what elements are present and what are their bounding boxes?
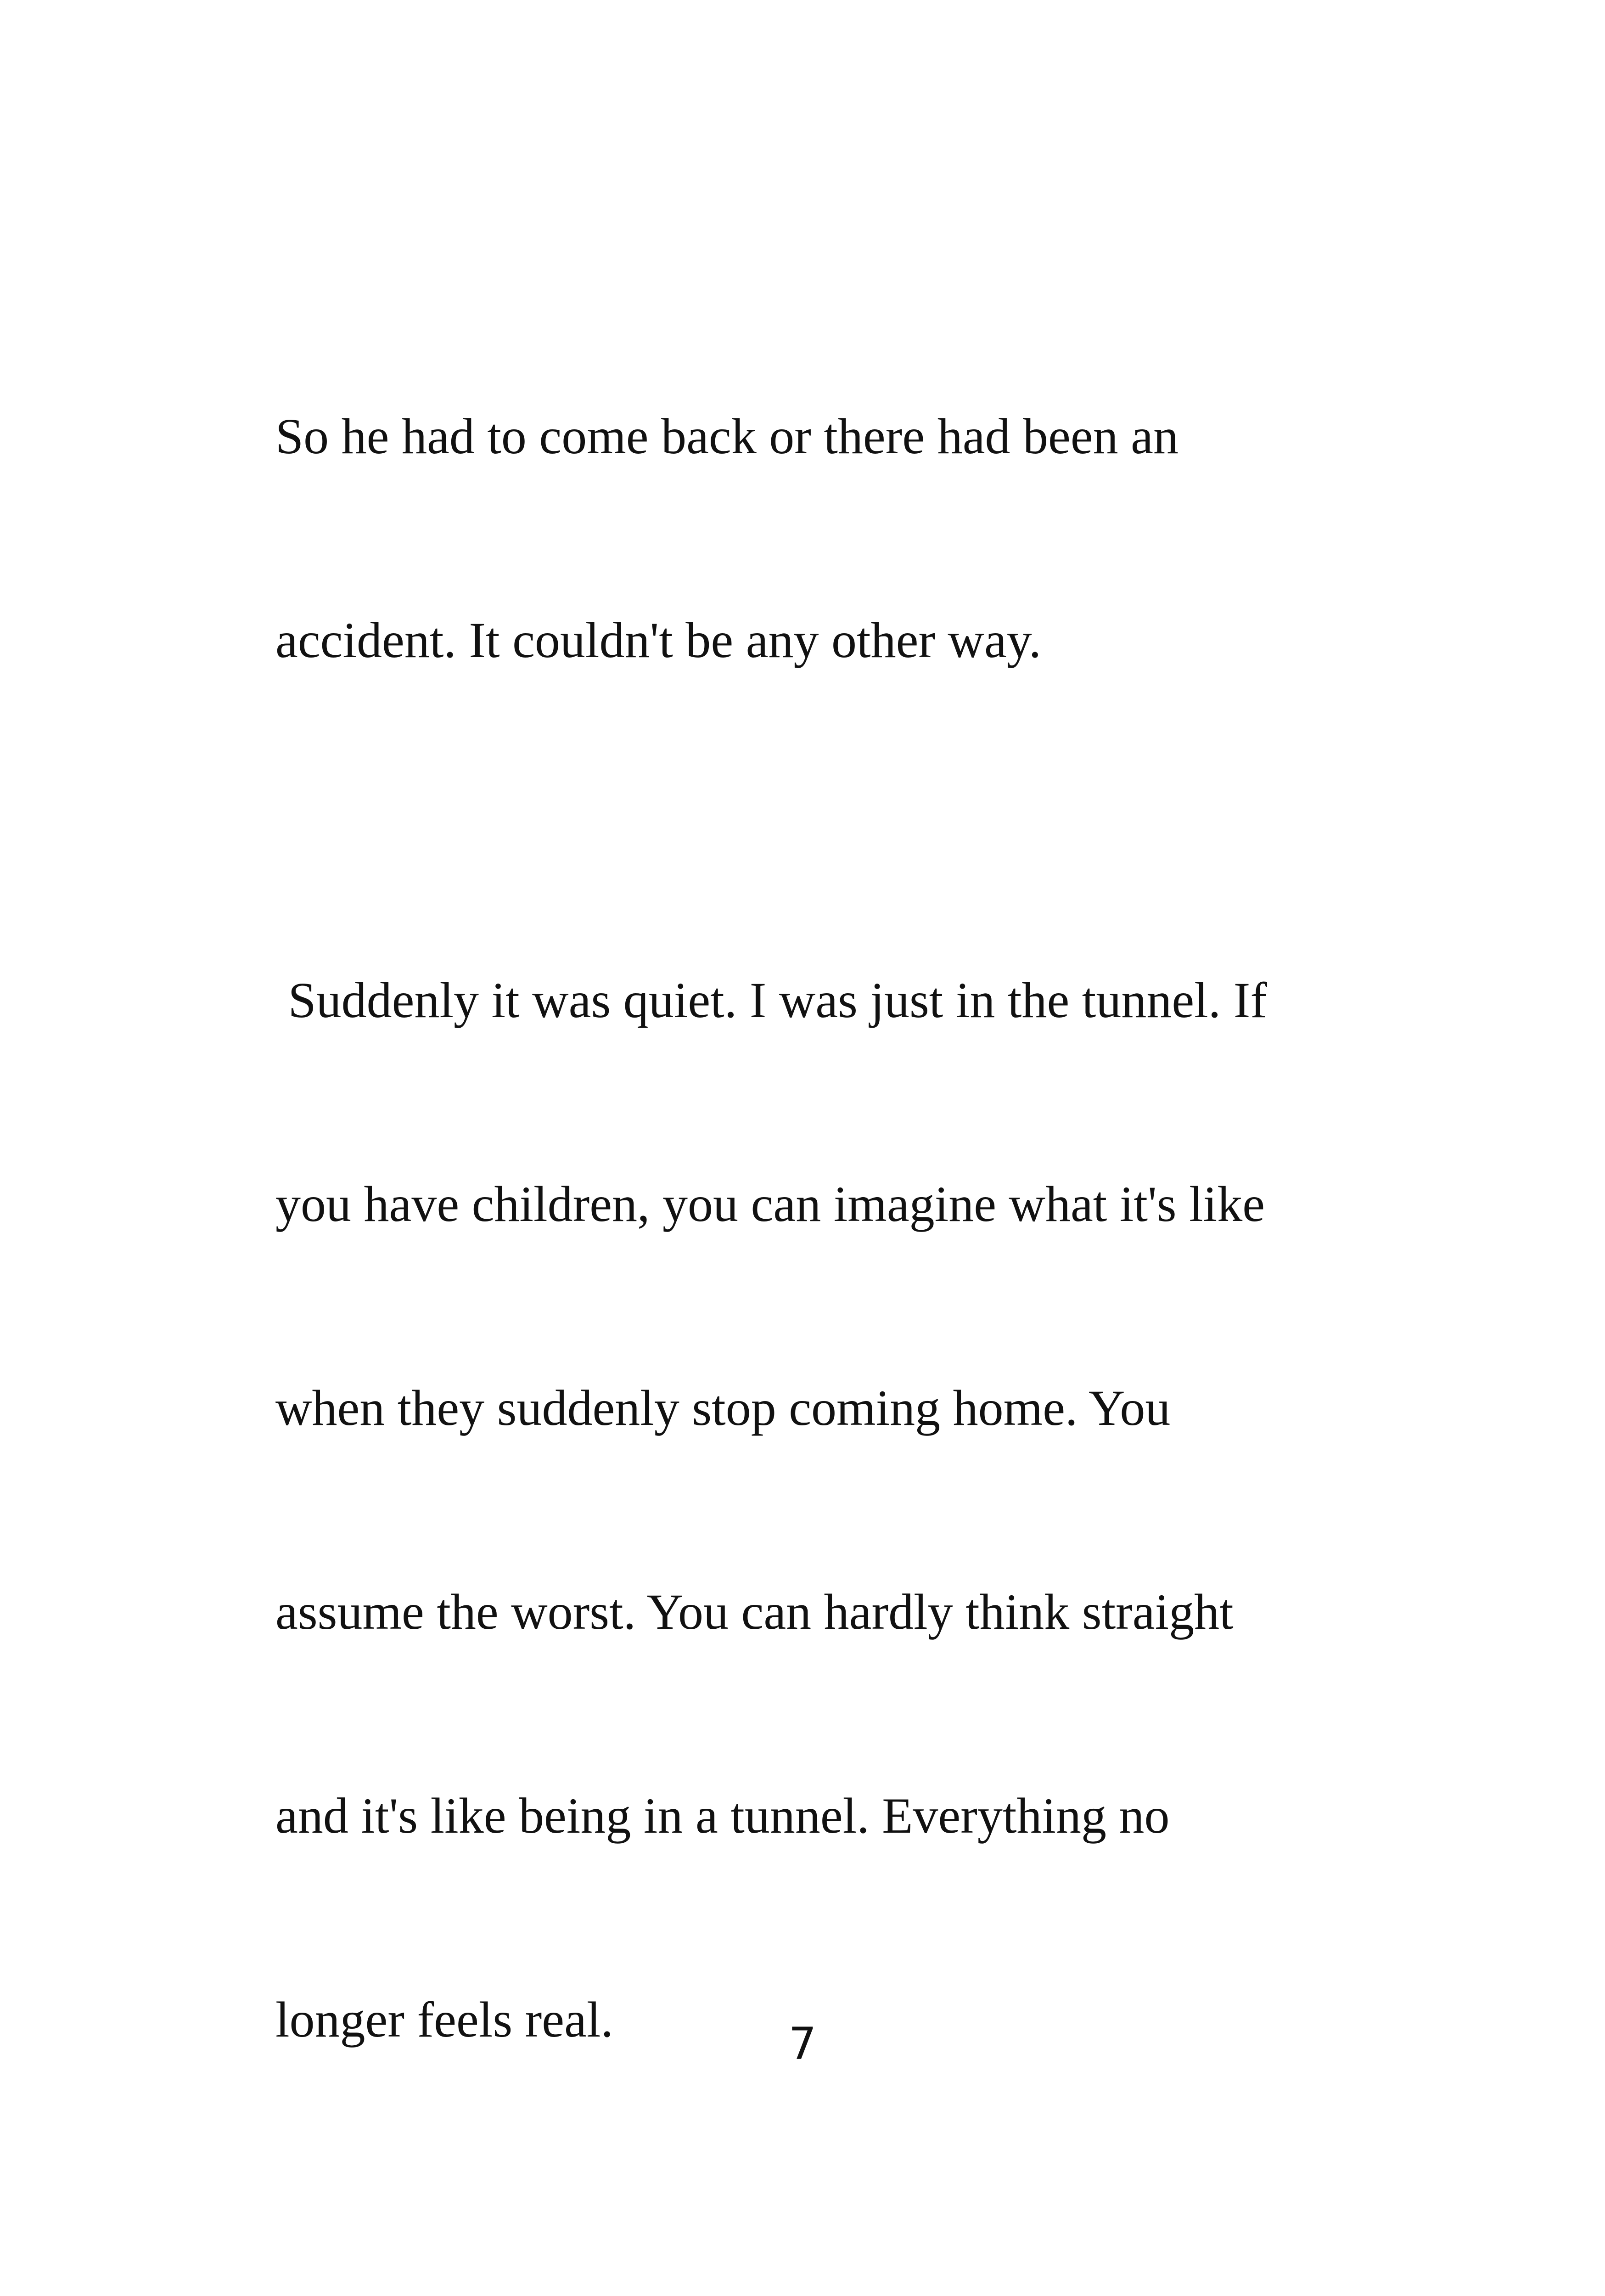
paragraph-2 <box>275 830 1359 2189</box>
text-line: you have children, you can imagine what it's like <box>275 1176 1265 1232</box>
text-line: and it's like being in a tunnel. Everything no <box>275 1788 1170 1844</box>
text-line: Suddenly it was quiet. I was just in the tunnel. If <box>275 972 1267 1028</box>
page-number: 7 <box>788 2018 817 2070</box>
text-line: accident. It couldn't be any other way. <box>275 612 1042 668</box>
paragraph-1 <box>275 266 1359 810</box>
text-line: longer feels real. <box>275 1992 614 2048</box>
body-text <box>275 266 1359 2296</box>
paragraph-3 <box>275 2210 1359 2296</box>
text-line: assume the worst. You can hardly think straight <box>275 1584 1234 1640</box>
text-line: when they suddenly stop coming home. You <box>275 1380 1171 1436</box>
text-line: So he had to come back or there had been an <box>275 408 1179 464</box>
